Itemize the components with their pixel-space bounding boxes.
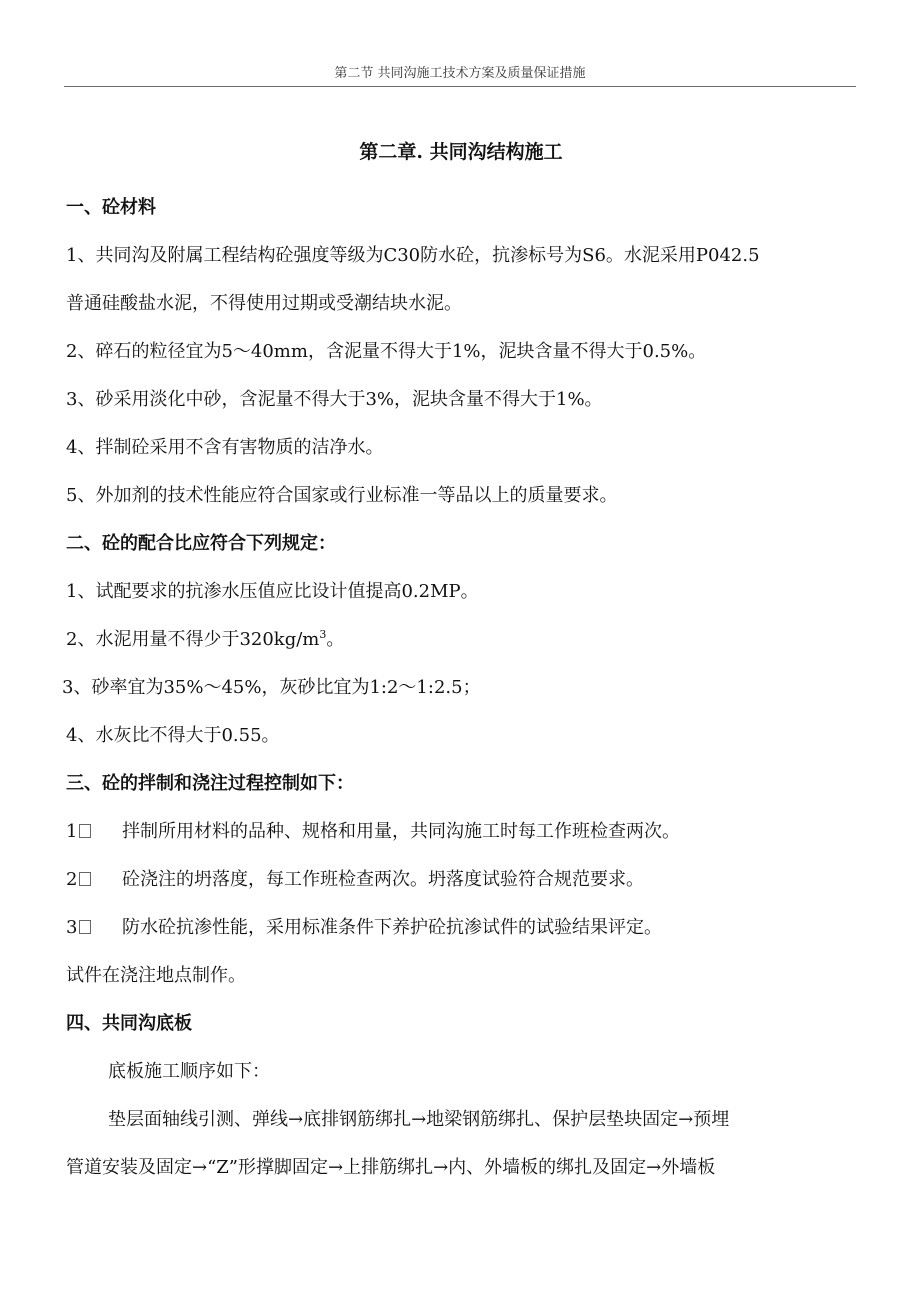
s2-line-3: 3、砂率宜为35%～45%，灰砂比宜为1:2～1:2.5； [62, 677, 481, 698]
s3-item-3 [66, 904, 856, 952]
missing-glyph-box-icon [79, 824, 91, 838]
s1-line-3: 2、碎石的粒径宜为5～40mm，含泥量不得大于1%，泥块含量不得大于0.5%。 [66, 341, 707, 362]
s1-line-4: 3、砂采用淡化中砂，含泥量不得大于3%，泥块含量不得大于1%。 [66, 389, 603, 410]
missing-glyph-box-icon [79, 872, 91, 886]
s2-line-2-end: 。 [326, 629, 345, 650]
document-body [62, 138, 856, 1192]
s3-item-2-text: 砼浇注的坍落度，每工作班检查两次。坍落度试验符合规范要求。 [122, 869, 644, 890]
s4-line-1: 底板施工顺序如下： [108, 1061, 270, 1082]
s2-line-2-text: 2、水泥用量不得少于320kg/m [66, 629, 320, 650]
s3-item-1 [66, 808, 856, 856]
section-2-heading: 二、砼的配合比应符合下列规定： [66, 533, 336, 554]
s1-line-5: 4、拌制砼采用不含有害物质的洁净水。 [66, 437, 384, 458]
s3-item-1-num-text: 1 [66, 821, 78, 842]
chapter-title: 第二章. 共同沟结构施工 [359, 141, 563, 163]
s4-line-2: 垫层面轴线引测、弹线→底排钢筋绑扎→地梁钢筋绑扎、保护层垫块固定→预埋 [108, 1109, 730, 1130]
s3-item-1-text: 拌制所用材料的品种、规格和用量，共同沟施工时每工作班检查两次。 [122, 821, 680, 842]
s3-item-3-text: 防水砼抗渗性能，采用标准条件下养护砼抗渗试件的试验结果评定。 [122, 917, 662, 938]
s1-line-2: 普通硅酸盐水泥，不得使用过期或受潮结块水泥。 [66, 293, 462, 314]
s2-line-2-superscript: 3 [319, 628, 327, 641]
s1-line-6: 5、外加剂的技术性能应符合国家或行业标准一等品以上的质量要求。 [66, 485, 618, 506]
page-header [64, 62, 856, 87]
s1-line-1: 1、共同沟及附属工程结构砼强度等级为C30防水砼，抗渗标号为S6。水泥采用P042.5 [66, 245, 760, 266]
s3-item-1-number [66, 808, 122, 856]
s4-line-3: 管道安装及固定→“Z”形撑脚固定→上排筋绑扎→内、外墙板的绑扎及固定→外墙板 [66, 1157, 716, 1178]
s3-item-2-number [66, 856, 122, 904]
s2-line-1: 1、试配要求的抗渗水压值应比设计值提高0.2MP。 [66, 581, 479, 602]
s3-item-3-num-text: 3 [66, 917, 78, 938]
section-1-heading: 一、砼材料 [66, 197, 156, 218]
s3-item-2-num-text: 2 [66, 869, 78, 890]
section-3-heading: 三、砼的拌制和浇注过程控制如下： [66, 773, 354, 794]
s2-line-2 [66, 616, 856, 664]
s3-item-3-number [66, 904, 122, 952]
s2-line-4: 4、水灰比不得大于0.55。 [66, 725, 280, 746]
missing-glyph-box-icon [79, 920, 91, 934]
section-4-heading: 四、共同沟底板 [66, 1013, 192, 1034]
header-title: 第二节 共同沟施工技术方案及质量保证措施 [334, 66, 586, 81]
s3-item-2 [66, 856, 856, 904]
s3-tail: 试件在浇注地点制作。 [66, 965, 246, 986]
